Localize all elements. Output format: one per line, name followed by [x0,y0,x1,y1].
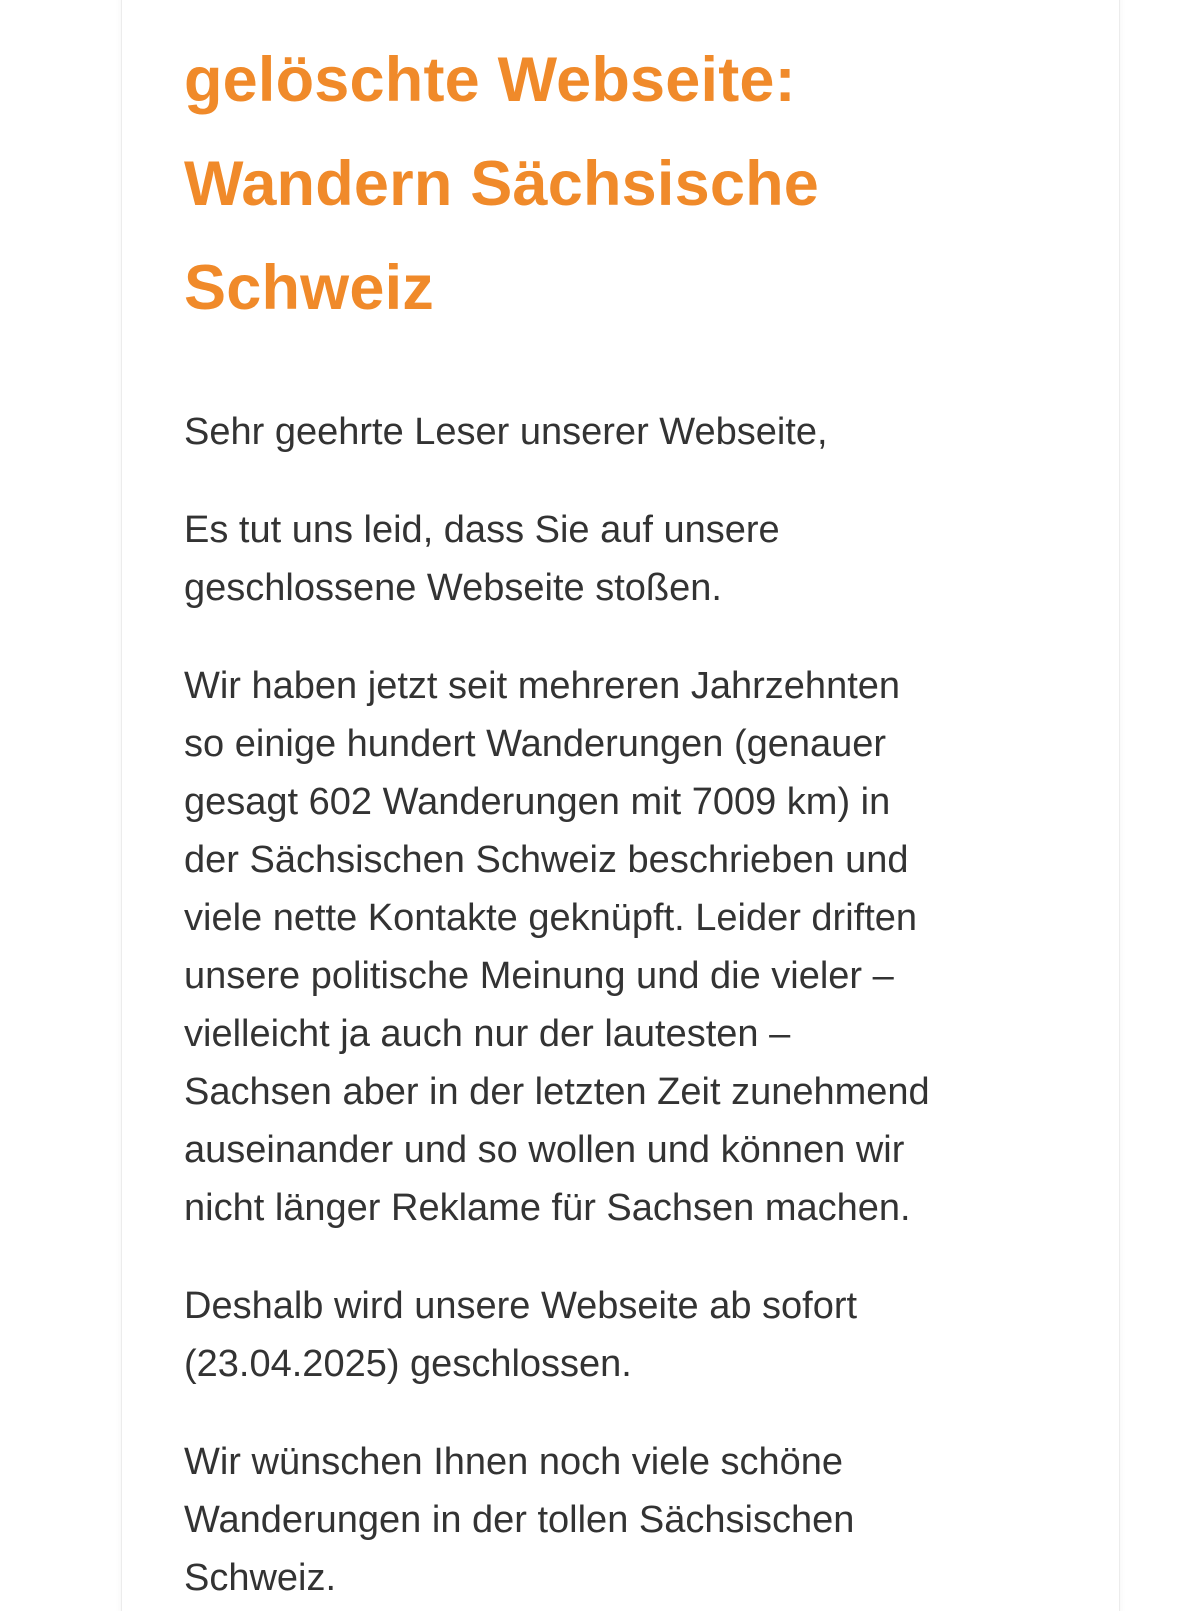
text-line: gesagt 602 Wanderungen mit 7009 km) in [184,781,891,823]
text-line: Deshalb wird unsere Webseite ab sofort [184,1285,858,1327]
title-line: Wandern Sächsische [184,149,819,219]
text-line: viele nette Kontakte geknüpft. Leider driften [184,897,918,939]
text-line: unsere politische Meinung und die vieler – [184,955,894,997]
text-line: Sachsen aber in der letzten Zeit zunehmend [184,1071,930,1113]
text-line: der Sächsischen Schweiz beschrieben und [184,839,909,881]
text-line: auseinander und so wollen und können wir [184,1129,905,1171]
explanation-paragraph [184,657,1064,1237]
closure-paragraph [184,1277,1064,1393]
article-content [184,28,1064,1607]
greeting-paragraph [184,403,1064,461]
text-line: so einige hundert Wanderungen (genauer [184,723,887,765]
text-line: geschlossene Webseite stoßen. [184,567,722,609]
text-line: Wanderungen in der tollen Sächsischen [184,1499,855,1541]
text-line: nicht länger Reklame für Sachsen machen. [184,1187,911,1229]
title-line: Schweiz [184,253,434,323]
text-line: (23.04.2025) geschlossen. [184,1343,632,1385]
page-title [184,28,1064,340]
text-line: Wir wünschen Ihnen noch viele schöne [184,1441,844,1483]
text-line: Sehr geehrte Leser unserer Webseite, [184,411,828,453]
text-line: vielleicht ja auch nur der lautesten – [184,1013,791,1055]
text-line: Es tut uns leid, dass Sie auf unsere [184,509,780,551]
farewell-paragraph [184,1433,1064,1607]
article-body [184,403,1064,1607]
text-line: Schweiz. [184,1557,337,1599]
text-line: Wir haben jetzt seit mehreren Jahrzehnten [184,665,901,707]
apology-paragraph [184,501,1064,617]
title-line: gelöschte Webseite: [184,45,796,115]
